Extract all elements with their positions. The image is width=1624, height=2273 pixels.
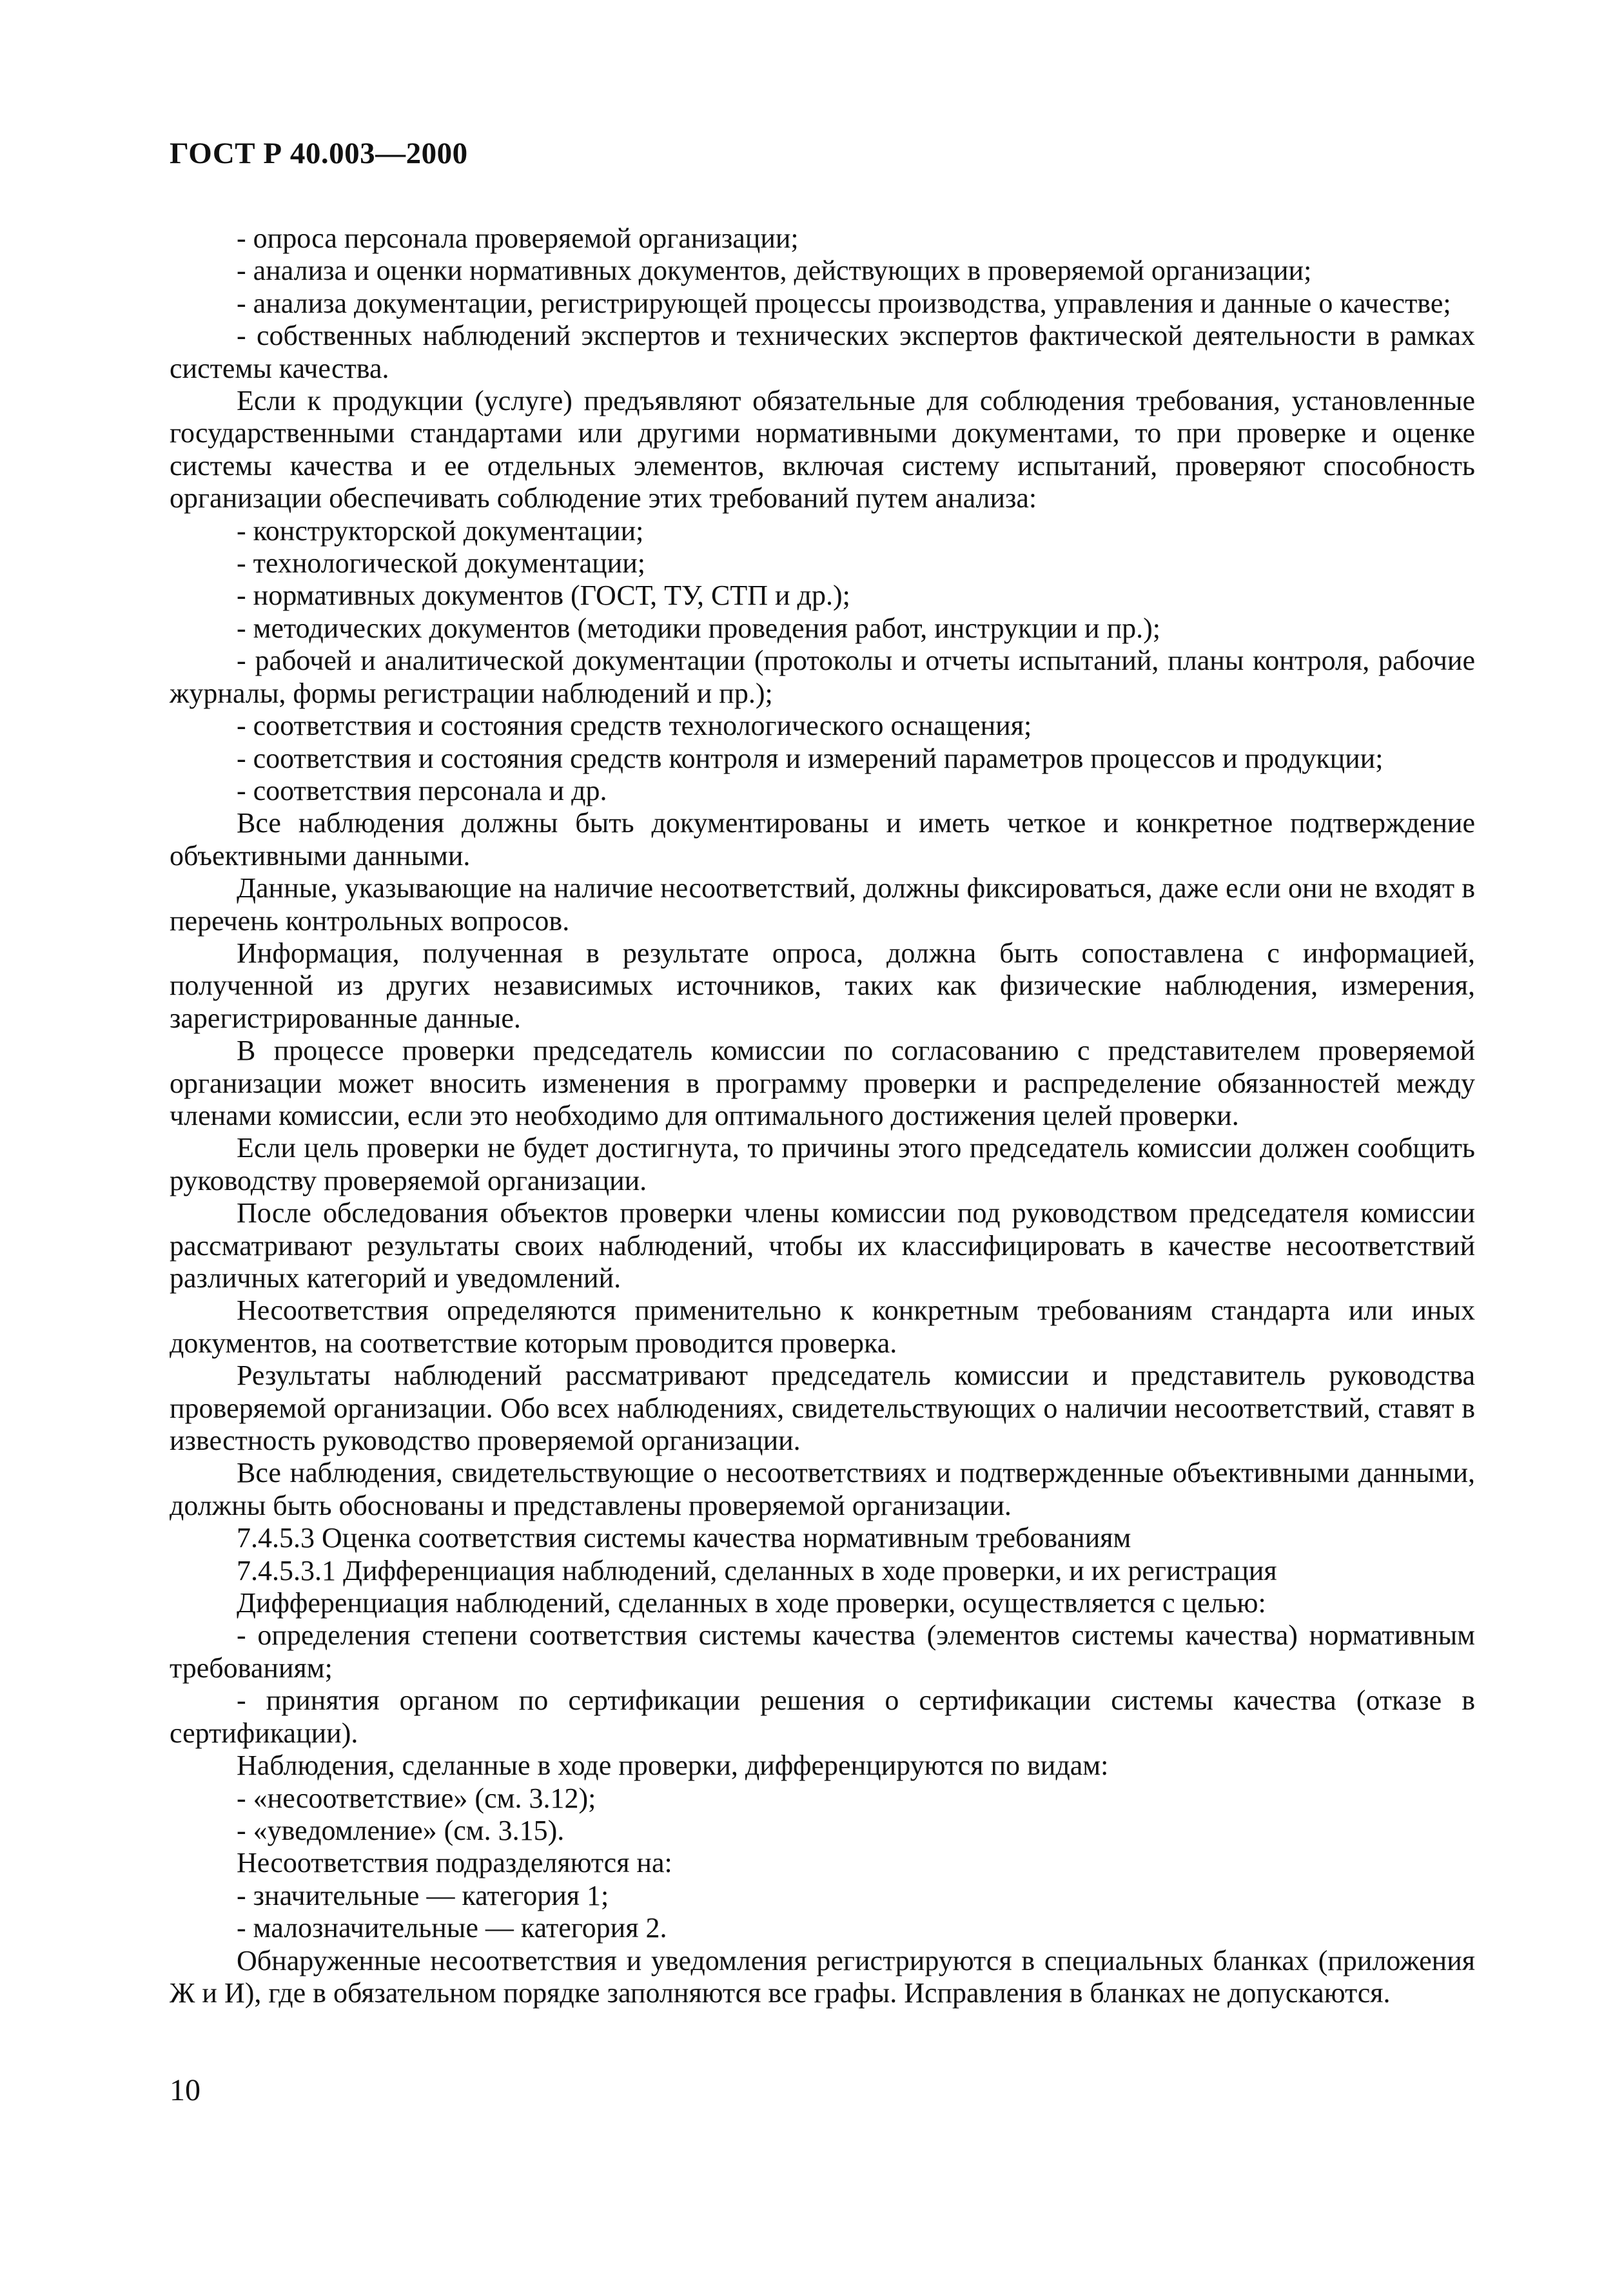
paragraph: Результаты наблюдений рассматривают председатель комиссии и представитель руководства проверяемой организации. Обо всех наблюдениях, свидетельствующих о наличии несоответствий, ставят в известность руководство проверяемой организации. [170, 1360, 1475, 1457]
paragraph: - значительные — категория 1; [237, 1879, 609, 1911]
paragraph: Все наблюдения, свидетельствующие о несоответствиях и подтвержденные объективными данными, должны быть обоснованы и представлены проверяемой организации. [170, 1457, 1475, 1521]
paragraph: - опроса персонала проверяемой организации; [237, 222, 799, 254]
paragraph: Дифференциация наблюдений, сделанных в ходе проверки, осуществляется с целью: [237, 1587, 1266, 1619]
body-text [170, 222, 1475, 2009]
paragraph: - принятия органом по сертификации решения о сертификации системы качества (отказе в сертификации). [170, 1684, 1475, 1749]
paragraph: В процессе проверки председатель комиссии по согласованию с представителем проверяемой организации может вносить изменения в программу проверки и распределение обязанностей между членами комиссии, если это необходимо для оптимального достижения целей проверки. [170, 1035, 1475, 1131]
paragraph: - собственных наблюдений экспертов и технических экспертов фактической деятельности в рамках системы качества. [170, 320, 1475, 384]
page-number: 10 [170, 2073, 201, 2107]
paragraph: Наблюдения, сделанные в ходе проверки, дифференцируются по видам: [237, 1750, 1109, 1782]
paragraph: - конструкторской документации; [237, 514, 644, 547]
paragraph: - «уведомление» (см. 3.15). [237, 1814, 565, 1846]
subsection-heading: 7.4.5.3.1 Дифференциация наблюдений, сделанных в ходе проверки, и их регистрация [237, 1554, 1277, 1586]
paragraph: Несоответствия определяются применительно к конкретным требованиям стандарта или иных документов, на соответствие которым проводится проверка. [170, 1294, 1475, 1359]
paragraph: - методических документов (методики проведения работ, инструкции и пр.); [237, 612, 1161, 644]
paragraph: Информация, полученная в результате опроса, должна быть сопоставлена с информацией, полученной из других независимых источников, таких как физические наблюдения, измерения, зарегистрированные данные. [170, 937, 1475, 1034]
paragraph: - «несоответствие» (см. 3.12); [237, 1782, 596, 1814]
document-header-standard-id: ГОСТ Р 40.003—2000 [170, 137, 468, 170]
paragraph: Если цель проверки не будет достигнута, то причины этого председатель комиссии должен сообщить руководству проверяемой организации. [170, 1132, 1475, 1196]
paragraph: - технологической документации; [237, 547, 645, 580]
paragraph: - нормативных документов (ГОСТ, ТУ, СТП и др.); [237, 580, 850, 612]
paragraph: Все наблюдения должны быть документированы и иметь четкое и конкретное подтверждение объективными данными. [170, 807, 1475, 872]
paragraph: - соответствия персонала и др. [237, 774, 607, 806]
paragraph: - анализа документации, регистрирующей процессы производства, управления и данные о качестве; [237, 287, 1451, 319]
paragraph: Если к продукции (услуге) предъявляют обязательные для соблюдения требования, установленные государственными стандартами или другими нормативными документами, то при проверке и оценке системы качества и ее отдельных элементов, включая систему испытаний, проверяют способность организации обеспечивать соблюдение этих требований путем анализа: [170, 385, 1475, 514]
paragraph: - рабочей и аналитической документации (протоколы и отчеты испытаний, планы контроля, рабочие журналы, формы регистрации наблюдений и пр.); [170, 645, 1475, 709]
paragraph: - малозначительные — категория 2. [237, 1912, 667, 1944]
paragraph: - определения степени соответствия системы качества (элементов системы качества) нормативным требованиям; [170, 1619, 1475, 1684]
paragraph: Несоответствия подразделяются на: [237, 1847, 672, 1879]
section-heading: 7.4.5.3 Оценка соответствия системы качества нормативным требованиям [237, 1522, 1131, 1554]
paragraph: - соответствия и состояния средств контроля и измерений параметров процессов и продукции; [237, 742, 1384, 774]
paragraph: Данные, указывающие на наличие несоответствий, должны фиксироваться, даже если они не входят в перечень контрольных вопросов. [170, 872, 1475, 937]
paragraph: - соответствия и состояния средств технологического оснащения; [237, 710, 1032, 742]
paragraph: - анализа и оценки нормативных документов, действующих в проверяемой организации; [237, 255, 1312, 287]
paragraph: После обследования объектов проверки члены комиссии под руководством председателя комиссии рассматривают результаты своих наблюдений, чтобы их классифицировать в качестве несоответствий различных категорий и уведомлений. [170, 1197, 1475, 1294]
paragraph: Обнаруженные несоответствия и уведомления регистрируются в специальных бланках (приложения Ж и И), где в обязательном порядке заполняются все графы. Исправления в бланках не допускаются. [170, 1944, 1475, 2009]
